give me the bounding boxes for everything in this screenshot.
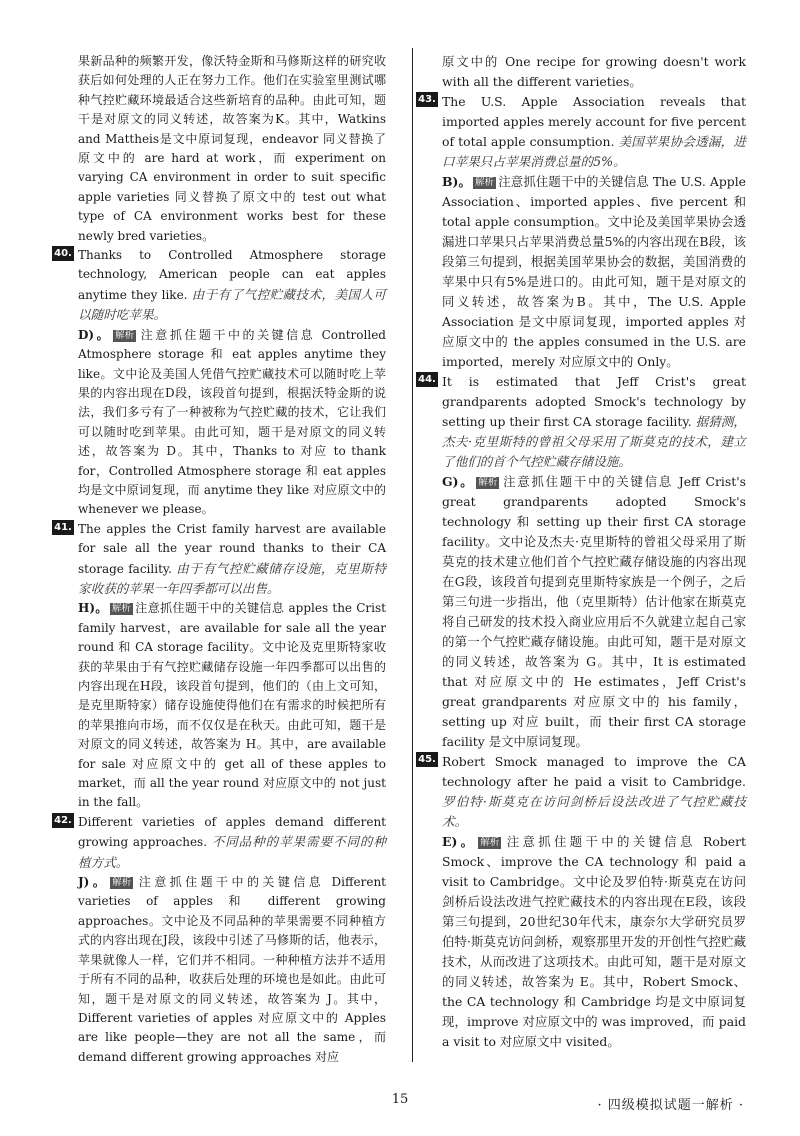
question-43 [418, 92, 746, 372]
answer-block [442, 472, 746, 752]
question-40 [54, 246, 386, 520]
question-chinese: 美国苹果协会透漏，进口苹果只占苹果消费总量的5%。 [442, 134, 746, 169]
explanation: 注意抓住题干中的关键信息 Different varieties of apples 和 different growing approaches。文中论及不同品种的苹果需要不同种植方式的内容出现在J段，该段中引述了马修斯的话，他表示，苹果就像人一样，它们并不相同。一种种植方法并不适用于所有不同的品种，收获后处理的环境也是如此。由此可知，题干是对原文的同义转述，故答案为 J。其中，Different varieties of apples 对应原文中的 Apples are like people—they are not all the same，而 demand different growing approaches 对应 [78, 875, 386, 1064]
question-english: The U.S. Apple Association reveals that imported apples merely account for five percent of total apple consumption. [442, 94, 746, 149]
answer-letter: D)。 [78, 327, 112, 342]
question-english: Different varieties of apples demand different growing approaches. [78, 814, 386, 850]
question-number: 45. [416, 752, 438, 767]
answer-letter: B)。 [442, 174, 472, 189]
continuation-paragraph [442, 52, 746, 92]
answer-letter: G)。 [442, 474, 475, 489]
question-41 [54, 520, 386, 813]
footer-title: · 四级模拟试题一解析 · [597, 1098, 744, 1113]
question-number: 41. [52, 520, 74, 535]
question-text [78, 813, 386, 873]
question-english: The apples the Crist family harvest are available for sale all the year round thanks to their CA storage facility. [78, 521, 386, 576]
answer-block [442, 832, 746, 1052]
question-number: 44. [416, 372, 438, 387]
page-number: 15 [391, 1092, 409, 1107]
question-number: 42. [52, 813, 74, 828]
column-divider [412, 48, 413, 1062]
analysis-tag: 解析 [111, 603, 131, 615]
left-column [54, 52, 386, 1067]
answer-letter: H)。 [78, 601, 108, 616]
question-english: Robert Smock managed to improve the CA technology after he paid a visit to Cambridge. [442, 754, 746, 789]
question-44 [418, 372, 746, 752]
question-chinese: 罗伯特·斯莫克在访问剑桥后设法改进了气控贮藏技术。 [442, 794, 746, 829]
answer-block [442, 172, 746, 372]
question-english: It is estimated that Jeff Crist's great grandparents adopted Smock's technology by setting up their first CA storage facility. [442, 374, 746, 429]
right-column [418, 52, 746, 1052]
question-text [78, 520, 386, 600]
question-text [442, 752, 746, 832]
question-text [442, 372, 746, 472]
question-text [78, 246, 386, 326]
question-text [442, 92, 746, 172]
explanation: 注意抓住题干中的关键信息 Robert Smock、improve the CA technology 和 paid a visit to Cambridge。文中论及罗伯特·斯莫克在访问剑桥后设法改进气控贮藏技术的内容出现在E段，该段第三句提到，20世纪30年代末，康奈尔大学研究员罗伯特·斯莫克访问剑桥，观察那里开发的开创性气控贮藏技术，从而改进了这项技术。由此可知，题干是对原文的同义转述，故答案为 E。其中，Robert Smock、the CA technology 和 Cambridge 均是文中原词复现，improve 对应原文中的 was improved，而 paid a visit to 对应原文中 visited。 [442, 834, 746, 1049]
explanation: 注意抓住题干中的关键信息 apples the Crist family harvest，are available for sale all the year round 和 CA storage facility。文中论及克里斯特家收获的苹果由于有气控贮藏储存设施一年四季都可以出售的内容出现在H段，该段首句提到，他们的（由上文可知，是克里斯特家）储存设施使得他们在有需求的时候把所有的苹果推向市场，而不仅仅是在秋天。由此可知，题干是对原文的同义转述，故答案为 H。其中，are available for sale 对应原文中的 get all of these apples to market，而 all the year round 对应原文中的 not just in the fall。 [78, 601, 386, 810]
question-45 [418, 752, 746, 1052]
intro-text: 果新品种的频繁开发，像沃特金斯和马修斯这样的研究收获后如何处理的人正在努力工作。他们在实验室里测试哪种气控贮藏环境最适合这些新培育的品种。由此可知，题干是对原文的同义转述，故答案为K。其中，Watkins and Mattheis是文中原词复现，endeavor 同义替换了原文中的 are hard at work，而 experiment on varying CA environment in order to suit specific apple varieties 同义替换了原文中的 test out what type of CA environment works best for these newly bred varieties。 [78, 54, 386, 243]
answer-letter: J)。 [78, 875, 109, 890]
question-chinese: 不同品种的苹果需要不同的种植方式。 [78, 834, 386, 870]
question-number: 40. [52, 246, 74, 261]
explanation: 注意抓住题干中的关键信息 Controlled Atmosphere storage 和 eat apples anytime they like。文中论及美国人凭借气控贮藏技术可以随时吃上苹果的内容出现在D段，该段首句提到，根据沃特金斯的说法，我们多亏有了一种被称为气控贮藏的技术，它让我们可以随时吃到苹果。由此可知，题干是对原文的同义转述，故答案为 D。其中，Thanks to 对应 to thank for，Controlled Atmosphere storage 和 eat apples 均是文中原词复现，而 anytime they like 对应原文中的 whenever we please。 [78, 327, 386, 517]
explanation: 注意抓住题干中的关键信息 Jeff Crist's great grandparents adopted Smock's technology 和 setting up their first CA storage facility。文中论及杰夫·克里斯特的曾祖父母采用了斯莫克的技术建立他们首个气控贮藏存储设施的内容出现在G段，该段首句提到克里斯特家族是一个例子，之后第三句进一步指出，他（克里斯特）估计他家在斯莫克将自己研发的技术投入商业应用后不久就建立起自己家的第一个气控贮藏存储设施。由此可知，题干是对原文的同义转述，故答案为 G。其中，It is estimated that 对应原文中的 He estimates，Jeff Crist's great grandparents 对应原文中的 his family，setting up 对应 built，而 their first CA storage facility 是文中原词复现。 [442, 474, 746, 749]
intro-paragraph [78, 52, 386, 246]
answer-block [78, 326, 386, 520]
continuation-text: 原文中的 One recipe for growing doesn't work with all the different varieties。 [442, 54, 746, 89]
analysis-tag: 解析 [475, 177, 495, 188]
explanation: 注意抓住题干中的关键信息 The U.S. Apple Association、imported apples、five percent 和 total apple consumption。文中论及美国苹果协会透漏进口苹果只占苹果消费总量5%的内容出现在B段，该段第三句提到，根据美国苹果协会的数据，美国消费的苹果中只有5%是进口的。由此可知，题干是对原文的同义转述，故答案为B。其中，The U.S. Apple Association 是文中原词复现，imported apples 对应原文中的 the apples consumed in the U.S. are imported，merely 对应原文中的 Only。 [442, 174, 746, 369]
analysis-tag: 解析 [480, 837, 500, 848]
question-chinese: 由于有了气控贮藏技术，美国人可以随时吃苹果。 [78, 286, 386, 323]
question-number: 43. [416, 92, 438, 107]
question-chinese: 据猜测，杰夫·克里斯特的曾祖父母采用了斯莫克的技术，建立了他们的首个气控贮藏存储设施。 [442, 414, 746, 469]
question-chinese: 由于有气控贮藏储存设施，克里斯特家收获的苹果一年四季都可以出售。 [78, 560, 386, 596]
analysis-tag: 解析 [112, 877, 132, 889]
answer-block [78, 599, 386, 812]
answer-letter: E)。 [442, 834, 477, 849]
question-english: Thanks to Controlled Atmosphere storage technology, American people can eat apples anytime they like. [78, 248, 386, 302]
question-42 [54, 813, 386, 1067]
answer-block [78, 873, 386, 1067]
analysis-tag: 解析 [478, 477, 498, 488]
analysis-tag: 解析 [115, 329, 135, 341]
